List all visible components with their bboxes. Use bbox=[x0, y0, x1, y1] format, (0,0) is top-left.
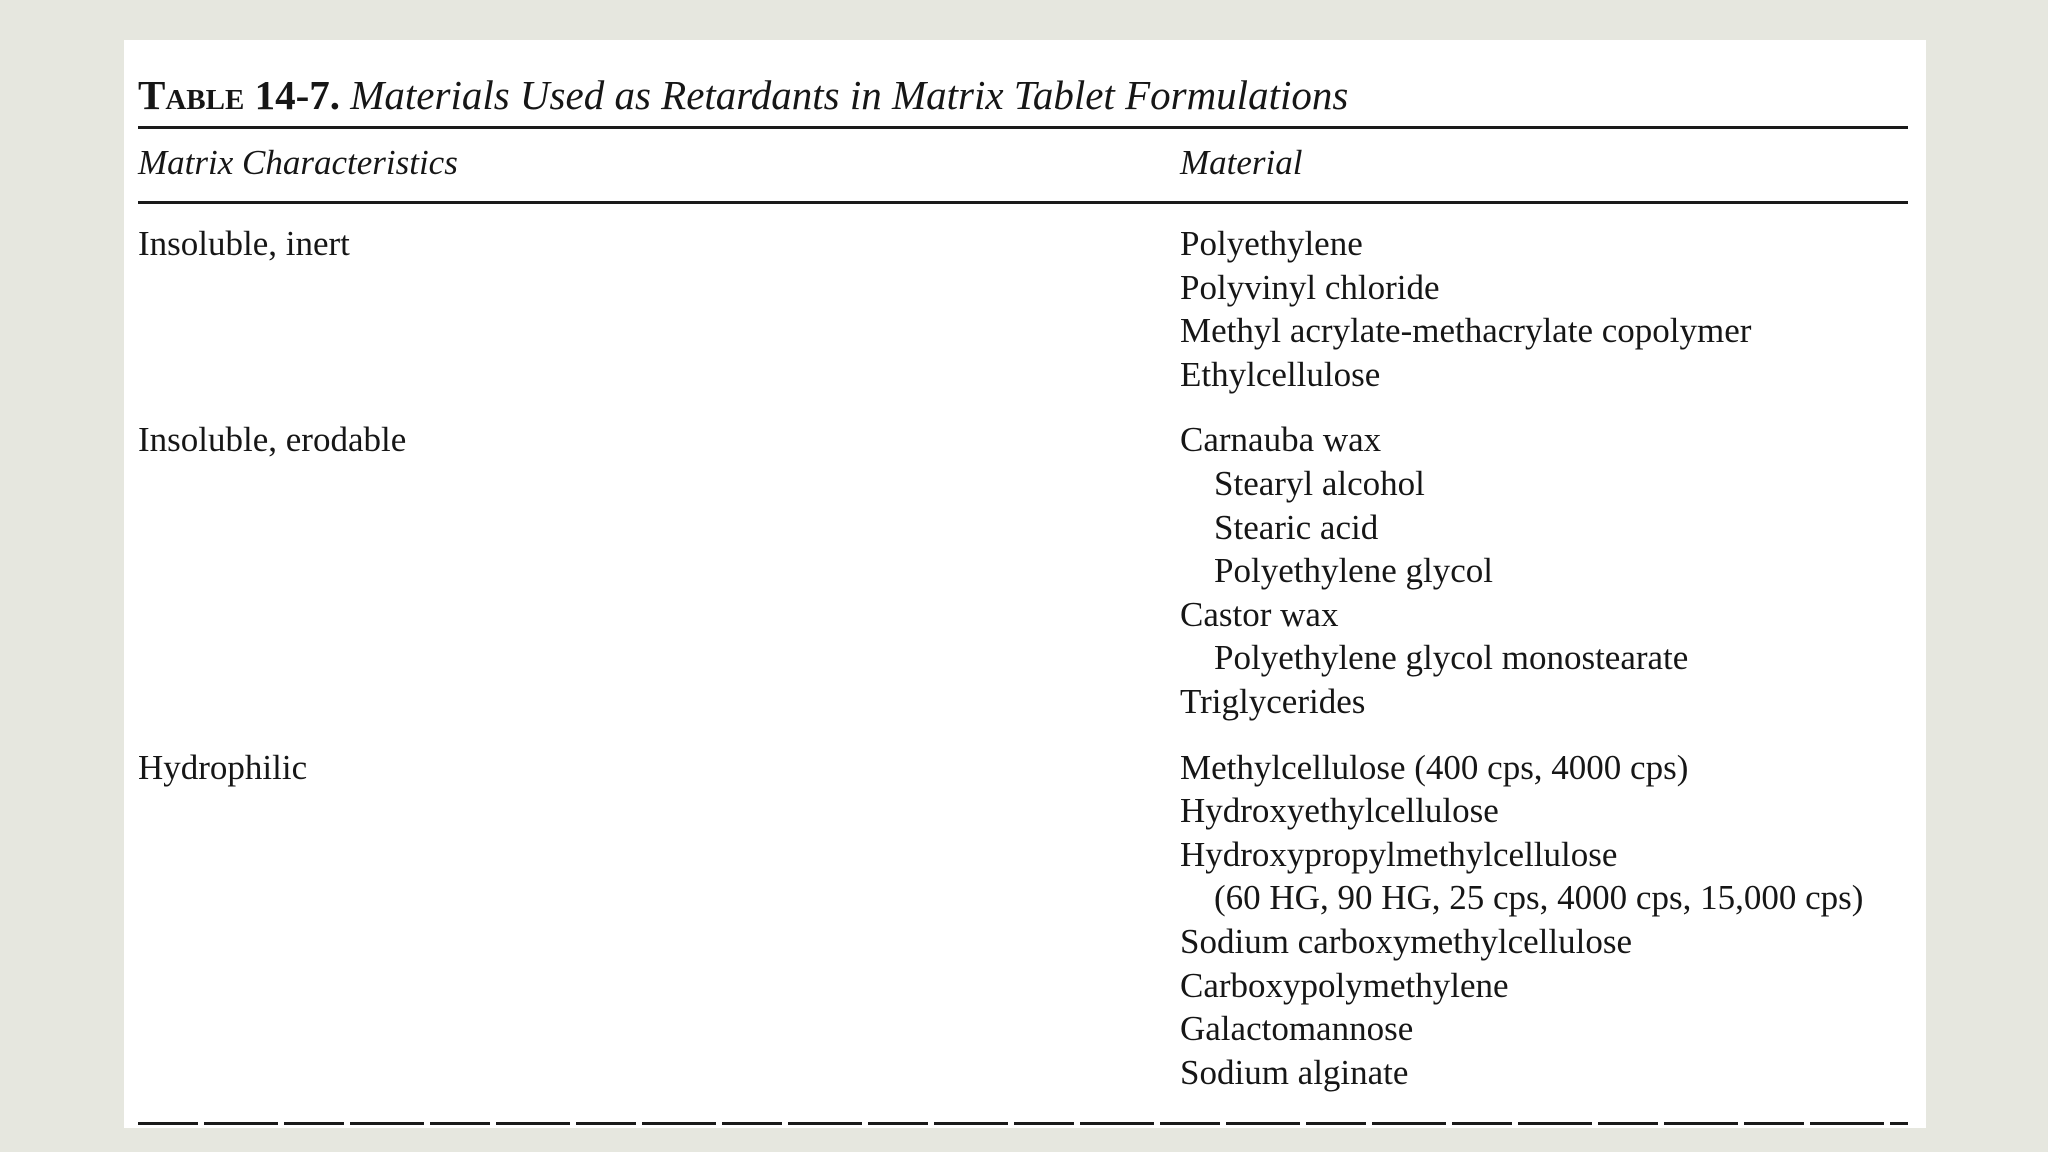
material-item: Hydroxyethylcellulose bbox=[1180, 791, 1499, 831]
material-item: Polyvinyl chloride bbox=[1180, 267, 1440, 307]
material-subitem: Polyethylene glycol bbox=[1214, 551, 1493, 591]
table-body bbox=[138, 204, 1908, 1094]
group-insoluble-erodable bbox=[138, 418, 1908, 723]
materials-list bbox=[1180, 746, 1908, 1095]
material-subitem: Polyethylene glycol monostearate bbox=[1214, 638, 1689, 678]
material-item: Triglycerides bbox=[1180, 681, 1366, 721]
table-title: Materials Used as Retardants in Matrix Tablet Formulations bbox=[340, 72, 1349, 118]
characteristic-cell: Hydrophilic bbox=[138, 747, 308, 787]
bottom-rule bbox=[138, 1122, 1908, 1125]
document-page bbox=[124, 40, 1926, 1128]
material-subitem: Stearic acid bbox=[1214, 507, 1379, 547]
header-matrix-characteristics: Matrix Characteristics bbox=[138, 143, 458, 182]
group-insoluble-inert bbox=[138, 222, 1908, 396]
material-item: Methyl acrylate-methacrylate copolymer bbox=[1180, 311, 1752, 351]
material-item: Sodium carboxymethylcellulose bbox=[1180, 921, 1632, 961]
table-number: Table 14-7. bbox=[138, 72, 340, 118]
material-item: Sodium alginate bbox=[1180, 1052, 1409, 1092]
material-item: Carnauba wax bbox=[1180, 420, 1382, 460]
characteristic-cell: Insoluble, erodable bbox=[138, 420, 407, 460]
material-item: Methylcellulose (400 cps, 4000 cps) bbox=[1180, 747, 1689, 787]
material-item: Hydroxypropylmethylcellulose bbox=[1180, 834, 1618, 874]
material-item: Carboxypolymethylene bbox=[1180, 965, 1509, 1005]
materials-list bbox=[1180, 418, 1908, 723]
material-item: Polyethylene bbox=[1180, 224, 1363, 263]
table-header bbox=[138, 129, 1908, 201]
header-material: Material bbox=[1180, 143, 1303, 182]
materials-table bbox=[138, 70, 1908, 1116]
group-hydrophilic bbox=[138, 746, 1908, 1095]
materials-list bbox=[1180, 222, 1908, 396]
material-item: Galactomannose bbox=[1180, 1009, 1414, 1049]
material-subitem: (60 HG, 90 HG, 25 cps, 4000 cps, 15,000 cps) bbox=[1214, 878, 1864, 918]
characteristic-cell: Insoluble, inert bbox=[138, 224, 350, 263]
material-item: Castor wax bbox=[1180, 594, 1339, 634]
material-item: Ethylcellulose bbox=[1180, 354, 1381, 394]
table-caption bbox=[138, 70, 1908, 126]
material-subitem: Stearyl alcohol bbox=[1214, 463, 1425, 503]
